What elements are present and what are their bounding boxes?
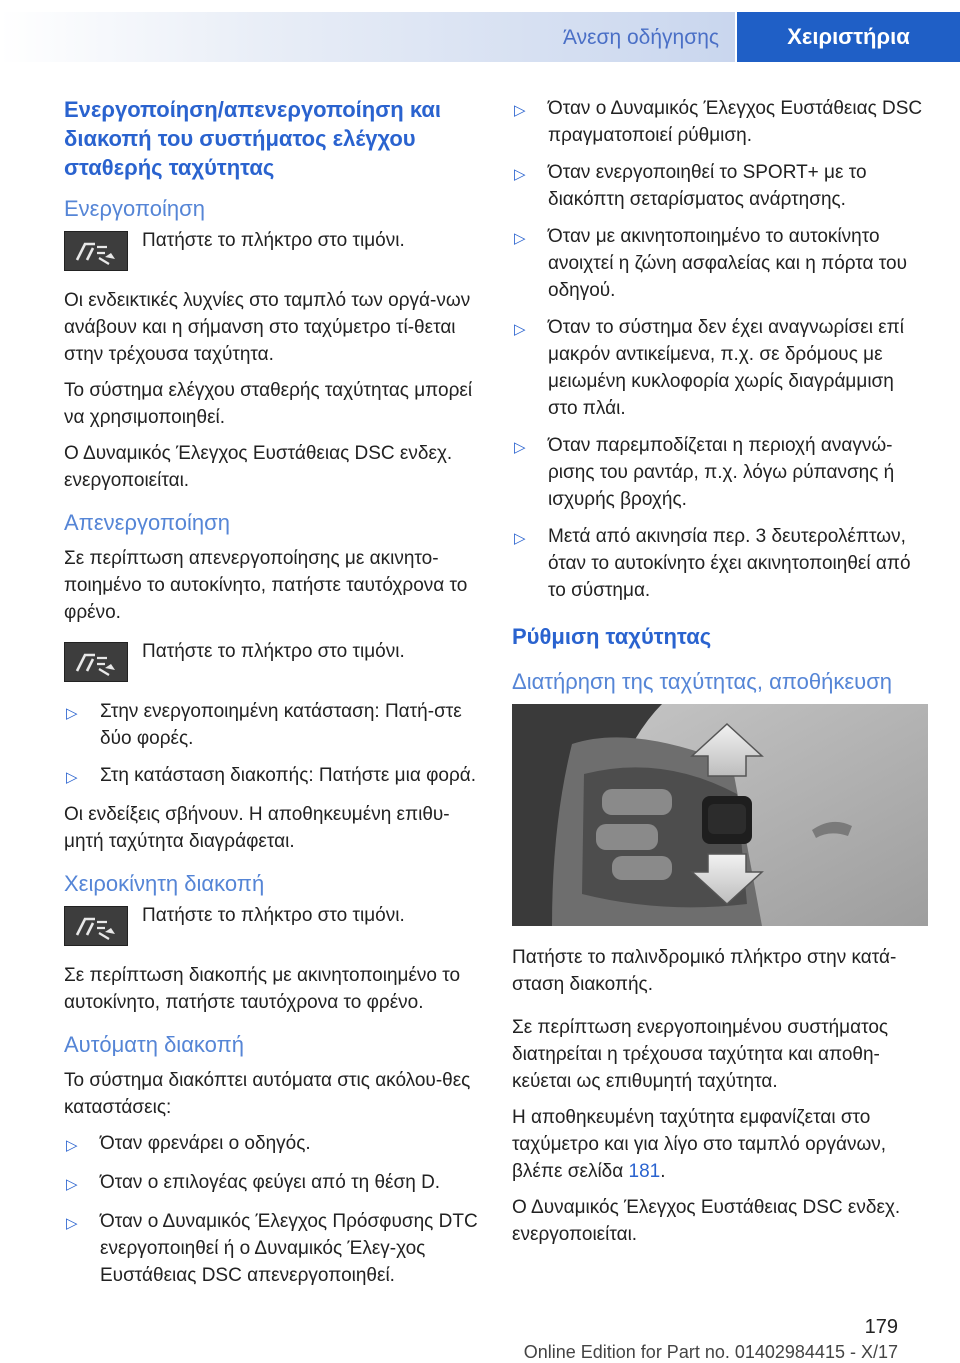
list-item: ▷ Μετά από ακινησία περ. 3 δευτερολέπτων, όταν το αυτοκίνητο έχει ακινητοποιηθεί από το σύστημα. [512,523,926,604]
activation-paragraph-3: Ο Δυναμικός Έλεγχος Ευστάθειας DSC ενδεχ. ενεργοποιείται. [64,443,453,491]
triangle-bullet-icon: ▷ [66,769,78,786]
maintain-paragraph-4: Ο Δυναμικός Έλεγχος Ευστάθειας DSC ενδεχ. ενεργοποιείται. [512,1197,901,1245]
list-item: ▷ Όταν το σύστημα δεν έχει αναγνωρίσει επί μακρόν αντικείμενα, π.χ. σε δρόμους με μειωμένη κυκλοφορία χωρίς διαγράμμιση στο πλάι. [512,314,926,422]
deactivation-press-text: Πατήστε το πλήκτρο στο τιμόνι. [142,641,405,662]
list-item: ▷ Όταν ενεργοποιηθεί το SPORT+ με το διακόπτη σεταρίσματος ανάρτησης. [512,159,926,213]
cruise-control-button-icon [64,642,128,682]
maintain-heading: Διατήρηση της ταχύτητας, αποθήκευση [512,669,893,694]
manual-heading: Χειροκίνητη διακοπή [64,871,265,896]
header-breadcrumb-bar [0,12,735,62]
right-column [512,95,926,1257]
triangle-bullet-icon: ▷ [514,230,526,247]
left-column [64,95,478,1299]
section-tab[interactable]: Χειριστήρια [737,12,960,62]
deactivation-paragraph-2: Οι ενδείξεις σβήνουν. Η αποθηκευμένη επιθυ-μητή ταχύτητα διαγράφεται. [64,804,450,852]
list-item: ▷ Όταν ο Δυναμικός Έλεγχος Πρόσφυσης DTC ενεργοποιηθεί ή ο Δυναμικός Έλεγ-χος Ευστάθειας DSC απενεργοποιηθεί. [64,1208,478,1289]
cruise-control-button-icon [64,231,128,271]
deactivation-paragraph-1: Σε περίπτωση απενεργοποίησης με ακινητο-ποιημένο το αυτοκίνητο, πατήστε ταυτόχρονα το φρένο. [64,548,468,623]
maintain-paragraph-3: Η αποθηκευμένη ταχύτητα εμφανίζεται στο ταχύμετρο και για λίγο στο ταμπλό οργάνων, βλέπε σελίδα 181. [512,1107,887,1182]
deactivation-heading: Απενεργοποίηση [64,510,230,535]
triangle-bullet-icon: ▷ [66,1137,78,1154]
page-header [0,0,960,62]
triangle-bullet-icon: ▷ [66,1215,78,1232]
page-number: 179 [864,1316,898,1338]
triangle-bullet-icon: ▷ [66,1176,78,1193]
deactivation-press-row [64,642,478,682]
list-item: ▷ Στη κατάσταση διακοπής: Πατήστε μια φορά. [64,762,478,791]
deactivation-list [64,698,478,791]
manual-press-row [64,906,478,946]
triangle-bullet-icon: ▷ [514,321,526,338]
page-link[interactable]: 181 [628,1161,661,1182]
auto-paragraph-1: Το σύστημα διακόπτει αυτόματα στις ακόλου-θες καταστάσεις: [64,1070,471,1118]
list-item: ▷ Όταν παρεμποδίζεται η περιοχή αναγνώ-ρισης του ραντάρ, π.χ. λόγω ρύπανσης ή ισχυρής βροχής. [512,432,926,513]
list-item: ▷ Όταν ο Δυναμικός Έλεγχος Ευστάθειας DSC πραγματοποιεί ρύθμιση. [512,95,926,149]
maintain-paragraph-1: Πατήστε το παλινδρομικό πλήκτρο στην κατά-σταση διακοπής. [512,947,897,995]
speed-heading: Ρύθμιση ταχύτητας [512,624,712,649]
activation-paragraph-1: Οι ενδεικτικές λυχνίες στο ταμπλό των οργά-νων ανάβουν και η σήμανση στο ταχύμετρο τί-θεται στην τρέχουσα ταχύτητα. [64,290,471,365]
manual-press-text: Πατήστε το πλήκτρο στο τιμόνι. [142,905,405,926]
auto-list-continued [512,95,926,604]
triangle-bullet-icon: ▷ [514,102,526,119]
triangle-bullet-icon: ▷ [514,166,526,183]
triangle-bullet-icon: ▷ [514,439,526,456]
steering-wheel-rocker-image [512,704,928,926]
activation-paragraph-2: Το σύστημα ελέγχου σταθερής ταχύτητας μπορεί να χρησιμοποιηθεί. [64,380,473,428]
maintain-paragraph-2: Σε περίπτωση ενεργοποιημένου συστήματος διατηρείται η τρέχουσα ταχύτητα και αποθη-κεύεται ως επιθυμητή ταχύτητα. [512,1017,889,1092]
cruise-control-button-icon [64,906,128,946]
manual-paragraph-1: Σε περίπτωση διακοπής με ακινητοποιημένο το αυτοκίνητο, πατήστε ταυτόχρονα το φρένο. [64,965,461,1013]
list-item: ▷ Όταν ο επιλογέας φεύγει από τη θέση D. [64,1169,478,1198]
breadcrumb[interactable]: Άνεση οδήγησης [563,26,719,49]
auto-heading: Αυτόματη διακοπή [64,1032,244,1057]
auto-list [64,1130,478,1289]
activation-press-text: Πατήστε το πλήκτρο στο τιμόνι. [142,230,405,251]
triangle-bullet-icon: ▷ [514,530,526,547]
activation-heading: Ενεργοποίηση [64,196,205,221]
list-item: ▷ Όταν με ακινητοποιημένο το αυτοκίνητο ανοιχτεί η ζώνη ασφαλείας και η πόρτα του οδηγού. [512,223,926,304]
list-item: ▷ Όταν φρενάρει ο οδηγός. [64,1130,478,1159]
list-item: ▷ Στην ενεργοποιημένη κατάσταση: Πατή-στε δύο φορές. [64,698,478,752]
section-title: Ενεργοποίηση/απενεργοποίηση και διακοπή του συστήματος ελέγχου σταθερής ταχύτητας [64,97,441,180]
triangle-bullet-icon: ▷ [66,705,78,722]
activation-press-row [64,231,478,271]
edition-note: Online Edition for Part no. 01402984415 - X/17 [523,1342,898,1362]
